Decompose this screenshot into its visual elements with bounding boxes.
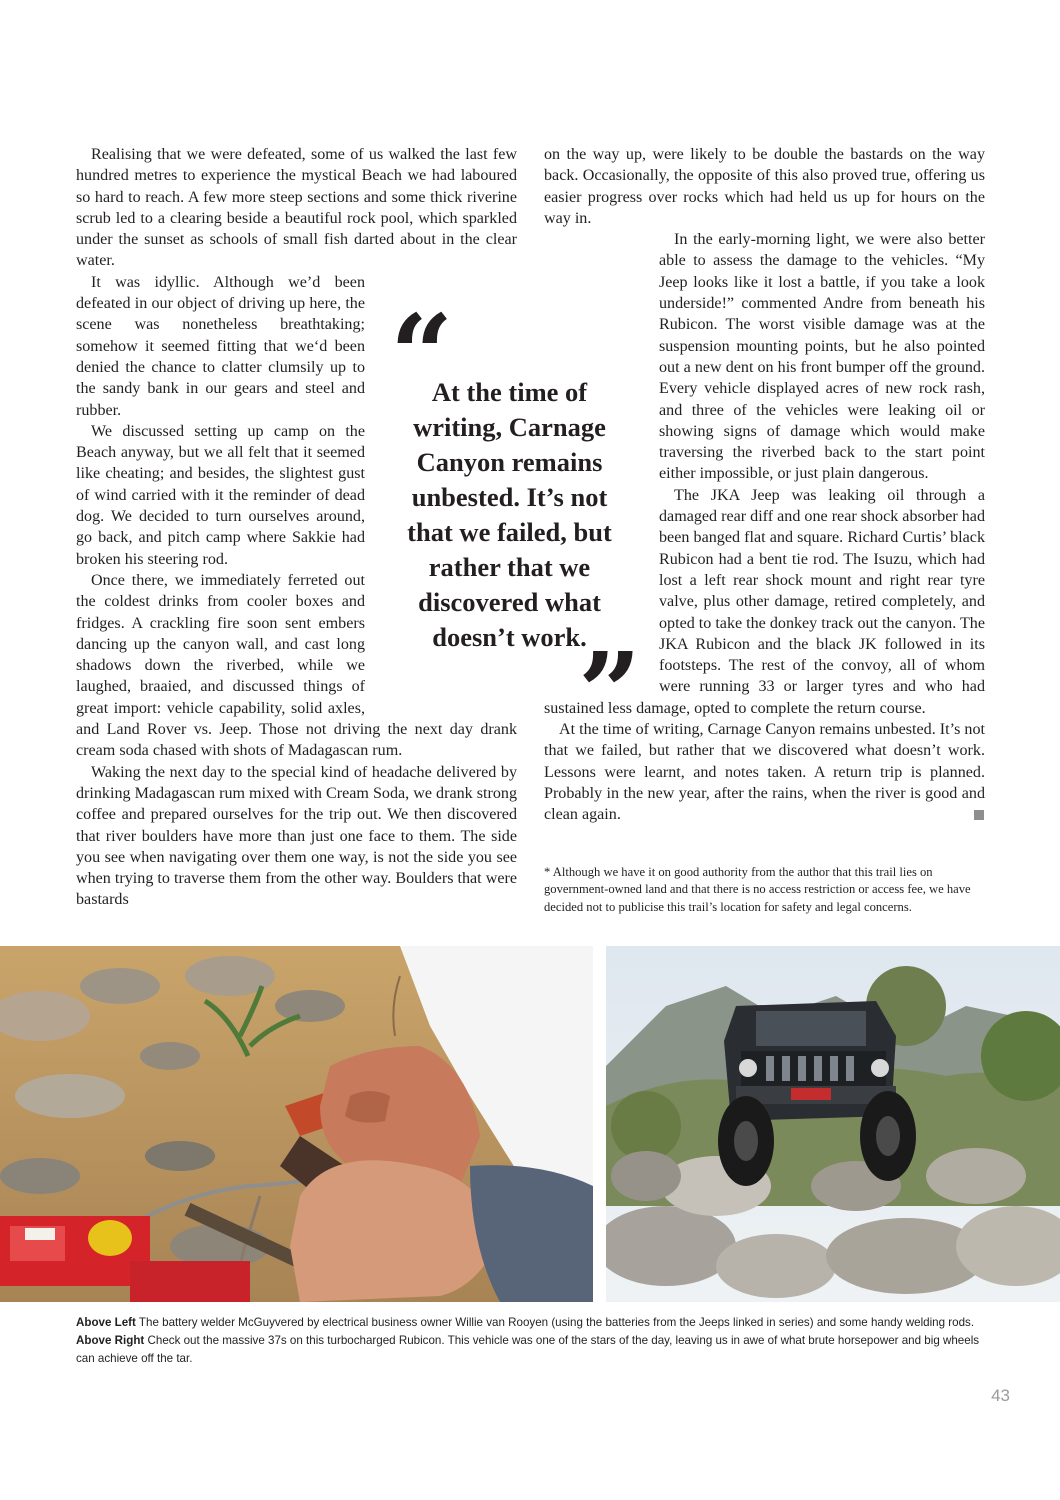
article-paragraph: In the early-morning light, we were also better able to assess the damage to the vehicles. “My Jeep looks like it lost a battle, if you take a look underside!” commented Andre from beneath his Rubicon. The worst visible damage was at the suspension mounting points, but he also pointed out a new dent on his front bumper off the ground. Every vehicle displayed acres of new rock rash, and three of the vehicles were leaking oil or showing signs of damage which would make traversing the riverbed back to the start point either impossible, or just plain dangerous. xyxy=(544,229,985,485)
article-paragraph: on the way up, were likely to be double the bastards on the way back. Occasionally, the opposite of this also proved true, offering us easier progress over rocks which had held us up for hours on the way in. xyxy=(544,146,985,227)
open-quote-mark: “ xyxy=(390,290,454,419)
caption-right-text: Check out the massive 37s on this turbocharged Rubicon. This vehicle was one of the stars of the day, leaving us in awe of what brute horsepower and big wheels can achieve off the tar. xyxy=(76,1334,980,1365)
page-number: 43 xyxy=(991,1386,1010,1405)
article-paragraph: Realising that we were defeated, some of us walked the last few hundred metres to experience the mystical Beach we had laboured so hard to reach. A few more steep sections and some thick riverine scrub led to a clearing beside a beautiful rock pool, which sparkled under the sunset as schools of small fish darted about in the clear water. xyxy=(76,146,517,270)
jeep-photo-illustration xyxy=(606,946,1060,1302)
caption-left-label: Above Left xyxy=(76,1316,136,1329)
end-of-article-mark xyxy=(974,810,984,820)
article-paragraph: Once there, we immediately ferreted out the coldest drinks from cooler boxes and fridges. A crackling fire soon sent embers dancing up the canyon wall, and cast long shadows down the riverbed, while we laughed, braaied, and discussed things of great import: vehicle capability, solid axles, and Land Rover vs. Jeep. Those not driving the next day drank cream soda chased with shots of Madagascan rum. xyxy=(76,571,517,760)
close-quote-mark: ” xyxy=(578,628,642,757)
photo-caption xyxy=(76,1314,986,1368)
footnote: * Although we have it on good authority from the author that this trail lies on government-owned land and that there is no access restriction or access fee, we have decided not to publicise this trail’s location for safety and legal concerns. xyxy=(544,865,971,914)
article-paragraph: Waking the next day to the special kind of headache delivered by drinking Madagascan rum mixed with Cream Soda, we drank strong coffee and prepared ourselves for the trip out. We then discovered that river boulders have more than just one face to them. The side you see when navigating over them one way, is not the side you see when trying to traverse them from the other way. Boulders that were bastards xyxy=(76,763,517,909)
article-paragraph: The JKA Jeep was leaking oil through a damaged rear diff and one rear shock absorber had been banged flat and square. Richard Curtis’ black Rubicon had a bent tie rod. The Isuzu, which had lost a left rear shock mount and right rear tyre valve, plus other damage, retired completely, and opted to take the donkey track out the canyon. The JKA Rubicon and the black JK followed in its footsteps. The rest of the convoy, all of whom were running 33 or larger tyres and who had sustained less damage, opted to complete the return course. xyxy=(544,486,985,717)
caption-left-text: The battery welder McGuyvered by electrical business owner Willie van Rooyen (using the batteries from the Jeeps linked in series) and some handy welding rods. xyxy=(135,1316,975,1329)
article-paragraph: It was idyllic. Although we’d been defeated in our object of driving up here, the scene was nonetheless breathtaking; somehow it seemed fitting that we‘d been denied the chance to clatter clumsily up to the sandy bank in our gears and steel and rubber. xyxy=(76,272,517,421)
closing-paragraph-text: At the time of writing, Carnage Canyon remains unbested. It’s not that we failed, but rather that we discovered what doesn’t work. Lessons were learnt, and notes taken. A return trip is planned. Probably in the new year, after the rains, when the river is good and clean again. xyxy=(544,721,985,824)
caption-right-label: Above Right xyxy=(76,1334,145,1347)
welder-photo-illustration xyxy=(0,946,593,1302)
article-paragraph: We discussed setting up camp on the Beach anyway, but we all felt that it seemed like cheating; and besides, the slightest gust of wind carried with it the reminder of dead dog. We decided to turn ourselves around, go back, and pitch camp where Sakkie had broken his steering rod. xyxy=(76,422,365,568)
photo-rubicon-on-rocks xyxy=(606,946,1060,1302)
pull-quote-text: At the time of writing, Carnage Canyon remains unbested. It’s not that we failed, but rather that we discovered what doesn’t work. xyxy=(407,377,612,652)
pull-quote xyxy=(385,290,642,757)
photo-battery-welder xyxy=(0,946,593,1302)
